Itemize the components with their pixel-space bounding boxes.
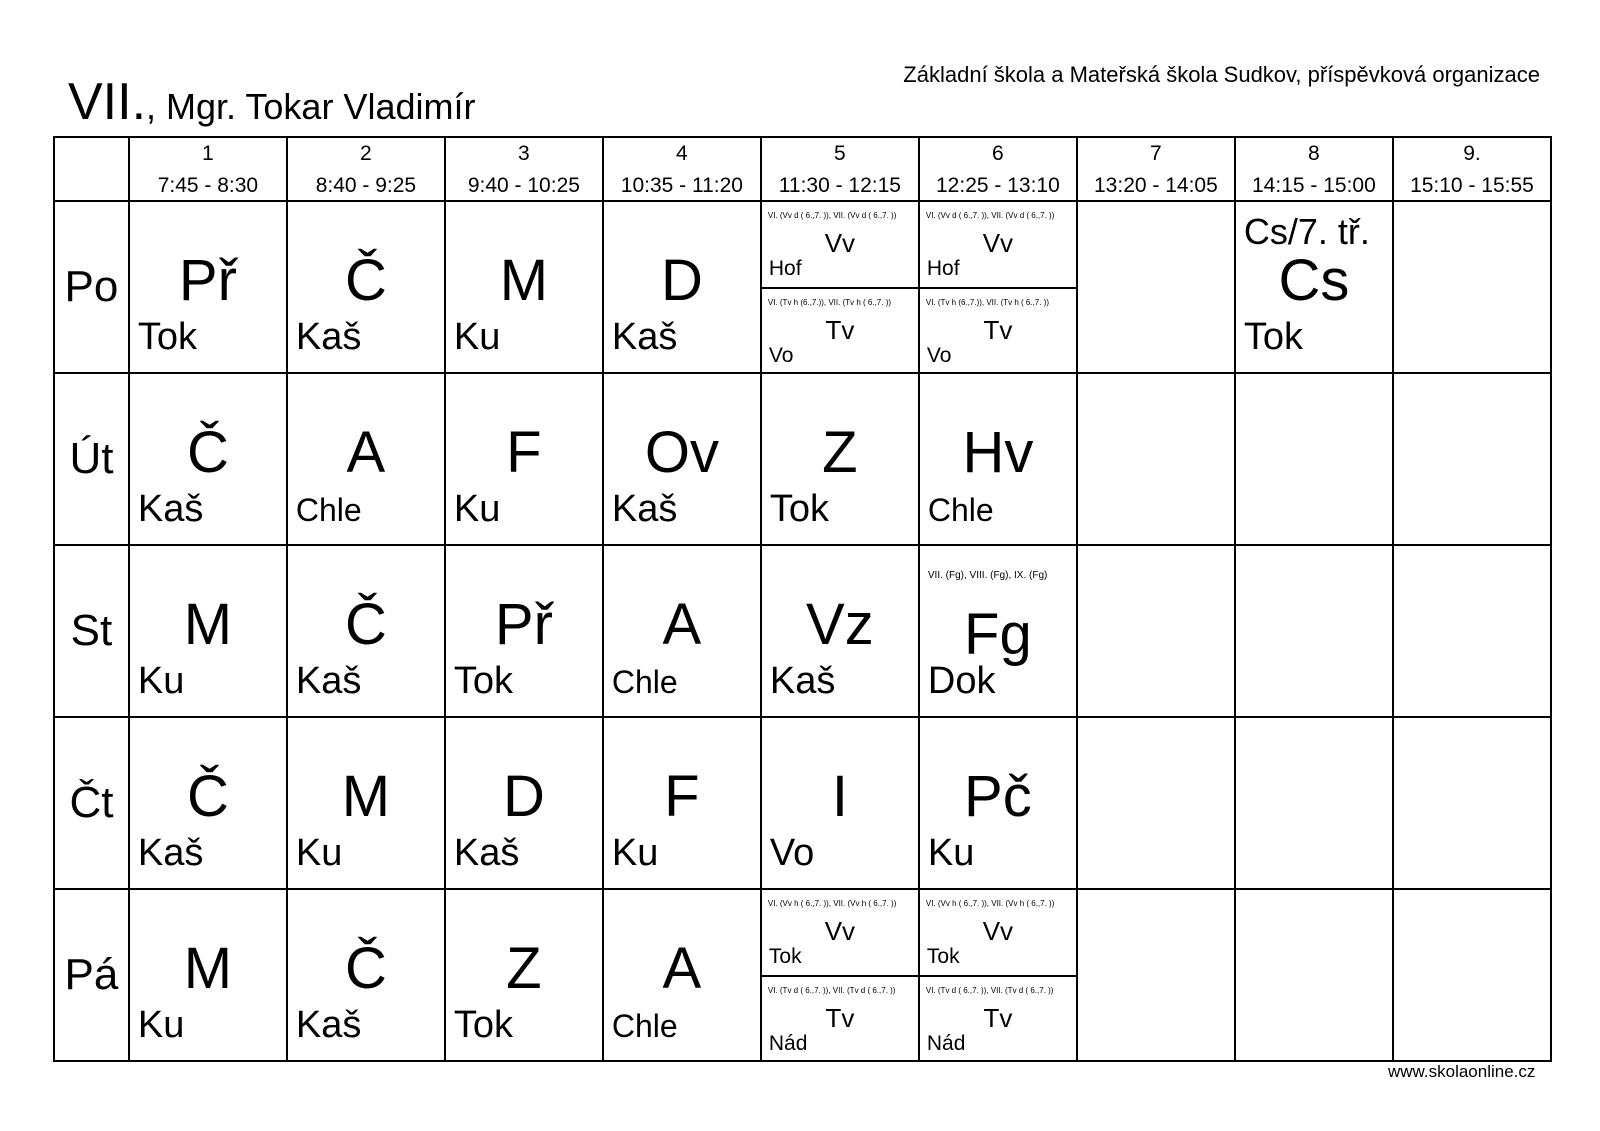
lesson-subject: M: [183, 592, 233, 657]
lesson-teacher: Kaš: [295, 316, 362, 358]
empty-cell: [1235, 373, 1393, 545]
lesson-half: [762, 289, 918, 373]
lesson-half: [920, 977, 1076, 1061]
period-number: 9.: [1463, 142, 1481, 165]
lesson-group: VI. (Tv h (6.,7.)), VII. (Tv h ( 6.,7. )): [925, 298, 1050, 307]
school-name: Základní škola a Mateřská škola Sudkov, příspěvková organizace: [903, 62, 1540, 87]
lesson-cell: [287, 889, 445, 1061]
lesson-subject: Z: [822, 420, 858, 485]
period-time: 7:45 - 8:30: [157, 174, 259, 197]
lesson-half: [920, 289, 1076, 373]
lesson-cell: [919, 717, 1077, 889]
lesson-subject: Ov: [644, 420, 719, 485]
period-header: [761, 137, 919, 201]
lesson-cell: [129, 201, 287, 373]
lesson-subject: A: [662, 936, 702, 1001]
day-name: St: [54, 545, 129, 717]
period-number: 5: [834, 142, 846, 165]
lesson-subject: M: [499, 248, 549, 313]
day-row: [54, 889, 1551, 1061]
lesson-cell: [603, 545, 761, 717]
lesson-cell: [129, 545, 287, 717]
period-time: 14:15 - 15:00: [1252, 174, 1376, 197]
empty-cell: [1077, 373, 1235, 545]
period-header-row: [54, 137, 1551, 201]
lesson-subject: M: [183, 936, 233, 1001]
period-header: [1077, 137, 1235, 201]
period-time: 12:25 - 13:10: [936, 174, 1060, 197]
lesson-teacher: Chle: [611, 1008, 678, 1044]
lesson-teacher: Ku: [295, 832, 343, 874]
period-number: 1: [202, 142, 214, 165]
lesson-teacher: Kaš: [295, 660, 362, 702]
empty-cell: [1393, 889, 1551, 1061]
lesson-half: [762, 202, 918, 289]
period-time: 15:10 - 15:55: [1410, 174, 1534, 197]
day-row: [54, 545, 1551, 717]
lesson-group: VI. (Tv h (6.,7.)), VII. (Tv h ( 6.,7. )): [767, 298, 892, 307]
lesson-cell: [129, 889, 287, 1061]
lesson-cell: [287, 545, 445, 717]
lesson-subject: Tv: [983, 1003, 1013, 1033]
timetable-heading: [68, 72, 475, 132]
lesson-teacher: Vo: [769, 832, 815, 874]
lesson-cell: [603, 889, 761, 1061]
period-header: [1235, 137, 1393, 201]
period-number: 4: [676, 142, 688, 165]
class-name: VII.: [68, 73, 147, 131]
lesson-subject: Vv: [982, 228, 1014, 258]
day-name: Čt: [54, 717, 129, 889]
lesson-teacher: Hof: [768, 257, 802, 280]
lesson-subject: Cs: [1278, 248, 1350, 313]
period-header: [603, 137, 761, 201]
lesson-subject: Tv: [825, 1003, 855, 1033]
lesson-cell: [287, 201, 445, 373]
lesson-cell: [445, 717, 603, 889]
lesson-teacher: Kaš: [137, 832, 204, 874]
period-time: 8:40 - 9:25: [315, 174, 417, 197]
lesson-group: VI. (Tv d ( 6.,7. )), VII. (Tv d ( 6.,7. )): [767, 986, 896, 995]
lesson-subject: Hv: [962, 420, 1034, 485]
corner-cell: [54, 137, 129, 201]
empty-cell: [1235, 717, 1393, 889]
lesson-teacher: Chle: [927, 492, 994, 528]
lesson-cell: [445, 545, 603, 717]
timetable-grid: [53, 136, 1552, 1062]
lesson-teacher: Chle: [295, 492, 362, 528]
lesson-teacher: Ku: [611, 832, 659, 874]
lesson-cell: [603, 717, 761, 889]
period-header: [129, 137, 287, 201]
lesson-subject: M: [341, 764, 391, 829]
lesson-group: VI. (Vv d ( 6.,7. )), VII. (Vv d ( 6.,7. )): [767, 211, 897, 220]
lesson-teacher: Kaš: [137, 488, 204, 530]
empty-cell: [1393, 373, 1551, 545]
lesson-subject: F: [506, 420, 542, 485]
lesson-subject: Vv: [982, 916, 1014, 946]
lesson-cell: [445, 373, 603, 545]
lesson-subject: Z: [506, 936, 542, 1001]
empty-cell: [1077, 201, 1235, 373]
lesson-cell: [603, 373, 761, 545]
lesson-teacher: Kaš: [295, 1004, 362, 1046]
lesson-teacher: Ku: [453, 316, 501, 358]
lesson-teacher: Tok: [453, 660, 514, 702]
lesson-cell: [603, 201, 761, 373]
lesson-teacher: Ku: [137, 1004, 185, 1046]
class-teacher: , Mgr. Tokar Vladimír: [146, 86, 476, 127]
empty-cell: [1235, 889, 1393, 1061]
empty-cell: [1077, 717, 1235, 889]
lesson-subject: Tv: [825, 315, 855, 345]
split-lesson-cell: [919, 201, 1077, 373]
period-number: 8: [1308, 142, 1320, 165]
lesson-teacher: Nád: [926, 1032, 966, 1055]
lesson-half: [762, 977, 918, 1061]
day-name: Út: [54, 373, 129, 545]
period-time: 10:35 - 11:20: [620, 174, 743, 197]
lesson-subject: A: [346, 420, 386, 485]
lesson-cell: [287, 717, 445, 889]
lesson-subject: Vz: [806, 592, 874, 657]
lesson-subject: D: [502, 764, 545, 829]
lesson-teacher: Tok: [137, 316, 198, 358]
period-number: 7: [1150, 142, 1162, 165]
lesson-subject: F: [664, 764, 700, 829]
lesson-teacher: Chle: [611, 664, 678, 700]
period-header: [1393, 137, 1551, 201]
lesson-group: VI. (Vv h ( 6.,7. )), VII. (Vv h ( 6.,7. )): [925, 899, 1055, 908]
lesson-half: [920, 202, 1076, 289]
lesson-teacher: Ku: [137, 660, 185, 702]
lesson-cell: [919, 545, 1077, 717]
lesson-teacher: Tok: [768, 945, 802, 968]
lesson-subject: Č: [344, 936, 387, 1001]
lesson-teacher: Vo: [926, 344, 952, 367]
lesson-group: VII. (Fg), VIII. (Fg), IX. (Fg): [927, 570, 1048, 581]
footer-site: www.skolaonline.cz: [1388, 1062, 1536, 1081]
lesson-teacher: Kaš: [611, 316, 678, 358]
lesson-subject: Č: [344, 592, 387, 657]
split-lesson-cell: [761, 201, 919, 373]
empty-cell: [1077, 889, 1235, 1061]
lesson-teacher: Ku: [453, 488, 501, 530]
split-lesson-cell: [919, 889, 1077, 1061]
day-name: Po: [54, 201, 129, 373]
lesson-teacher: Tok: [769, 488, 830, 530]
lesson-cell: [761, 545, 919, 717]
lesson-half: [920, 890, 1076, 977]
lesson-teacher: Kaš: [611, 488, 678, 530]
lesson-teacher: Hof: [926, 257, 960, 280]
lesson-subject: Vv: [824, 228, 856, 258]
empty-cell: [1393, 717, 1551, 889]
lesson-subject: Př: [178, 248, 237, 313]
lesson-teacher: Tok: [1243, 316, 1304, 358]
lesson-note: Cs/7. tř.: [1243, 211, 1370, 252]
lesson-subject: I: [831, 764, 848, 829]
lesson-cell: [129, 373, 287, 545]
period-header: [919, 137, 1077, 201]
lesson-cell: [445, 201, 603, 373]
empty-cell: [1235, 545, 1393, 717]
day-name: Pá: [54, 889, 129, 1061]
lesson-cell: [445, 889, 603, 1061]
lesson-teacher: Nád: [768, 1032, 808, 1055]
day-row: [54, 373, 1551, 545]
lesson-teacher: Kaš: [453, 832, 520, 874]
lesson-teacher: Ku: [927, 832, 975, 874]
lesson-cell: [287, 373, 445, 545]
lesson-teacher: Dok: [927, 660, 996, 702]
period-header: [445, 137, 603, 201]
lesson-subject: A: [662, 592, 702, 657]
lesson-subject: Tv: [983, 315, 1013, 345]
empty-cell: [1393, 545, 1551, 717]
split-lesson-cell: [761, 889, 919, 1061]
lesson-cell: [761, 717, 919, 889]
lesson-half: [762, 890, 918, 977]
lesson-cell: [919, 373, 1077, 545]
lesson-cell: [1235, 201, 1393, 373]
day-row: [54, 201, 1551, 373]
period-time: 9:40 - 10:25: [467, 174, 580, 197]
period-number: 2: [360, 142, 372, 165]
period-time: 11:30 - 12:15: [778, 174, 901, 197]
lesson-subject: Č: [186, 420, 229, 485]
lesson-teacher: Vo: [768, 344, 794, 367]
lesson-subject: Č: [186, 764, 229, 829]
lesson-subject: D: [660, 248, 703, 313]
lesson-subject: Fg: [964, 602, 1032, 667]
lesson-subject: Vv: [824, 916, 856, 946]
lesson-subject: Pč: [964, 764, 1032, 829]
lesson-teacher: Kaš: [769, 660, 836, 702]
lesson-teacher: Tok: [926, 945, 960, 968]
lesson-cell: [129, 717, 287, 889]
lesson-group: VI. (Vv h ( 6.,7. )), VII. (Vv h ( 6.,7. )): [767, 899, 897, 908]
lesson-subject: Č: [344, 248, 387, 313]
empty-cell: [1393, 201, 1551, 373]
period-number: 6: [992, 142, 1004, 165]
period-header: [287, 137, 445, 201]
lesson-teacher: Tok: [453, 1004, 514, 1046]
period-number: 3: [518, 142, 530, 165]
lesson-group: VI. (Tv d ( 6.,7. )), VII. (Tv d ( 6.,7. )): [925, 986, 1054, 995]
lesson-group: VI. (Vv d ( 6.,7. )), VII. (Vv d ( 6.,7. )): [925, 211, 1055, 220]
lesson-cell: [761, 373, 919, 545]
empty-cell: [1077, 545, 1235, 717]
day-row: [54, 717, 1551, 889]
period-time: 13:20 - 14:05: [1094, 174, 1218, 197]
lesson-subject: Př: [494, 592, 553, 657]
